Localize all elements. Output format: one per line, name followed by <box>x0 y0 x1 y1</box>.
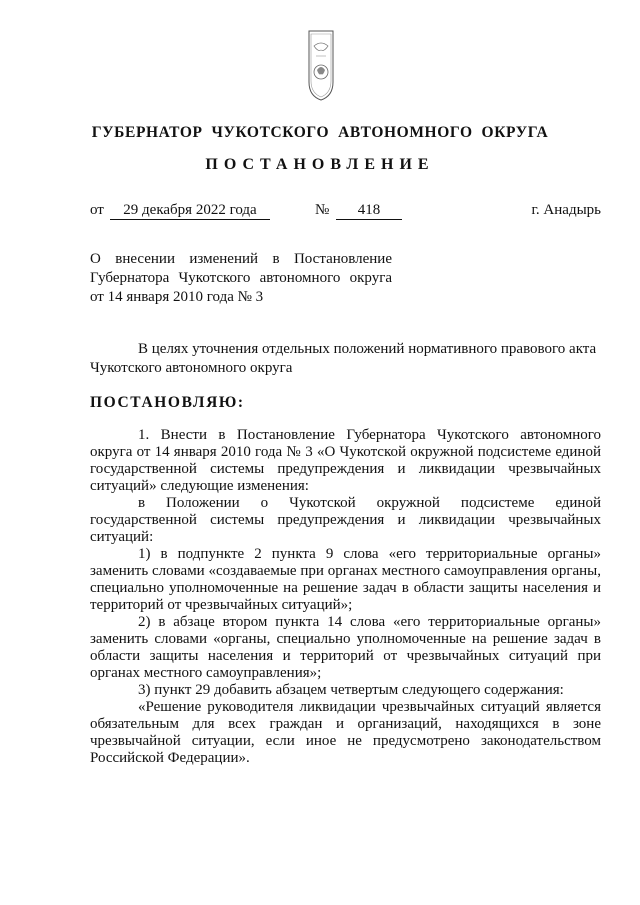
dateline <box>90 202 601 222</box>
number-sign: № <box>315 202 330 218</box>
preamble-text: В целях уточнения отдельных положений нормативного правового акта Чукотского автономного округа <box>90 341 597 376</box>
body-paragraph: 3) пункт 29 добавить абзацем четвертым следующего содержания: <box>138 682 564 698</box>
city: г. Анадырь <box>531 202 601 218</box>
document-type-title: ПОСТАНОВЛЕНИЕ <box>205 156 435 173</box>
body-paragraph: 1. Внести в Постановление Губернатора Чукотского автономного округа от 14 января 2010 года № 3 «О Чукотской окружной подсистеме единой государственной системы предупреждения и ликвидации чрезвычайных ситуаций» следующие изменения: <box>90 427 601 494</box>
body-paragraph: 2) в абзаце втором пункта 14 слова «его территориальные органы» заменить словами «органы, специально уполномоченные на решение задач в области защиты населения и территорий от чрезвычайных ситуаций при органах местного самоуправления»; <box>90 614 601 681</box>
body-paragraph: «Решение руководителя ликвидации чрезвычайных ситуаций является обязательным для всех граждан и организаций, находящихся в зоне чрезвычайной ситуации, если иное не предусмотрено законодательством Российской Федерации». <box>90 699 601 766</box>
document-body <box>90 427 601 767</box>
governor-title: ГУБЕРНАТОР ЧУКОТСКОГО АВТОНОМНОГО ОКРУГА <box>91 124 549 141</box>
coat-of-arms-emblem <box>304 26 338 102</box>
document-number: 418 <box>336 202 402 220</box>
document-date: 29 декабря 2022 года <box>110 202 270 220</box>
subject-line: О внесении изменений в Постановление <box>90 251 392 267</box>
preamble <box>90 340 601 378</box>
subject-line: Губернатора Чукотского автономного округа <box>90 270 392 286</box>
document-subject <box>90 250 392 307</box>
body-paragraph: 1) в подпункте 2 пункта 9 слова «его территориальные органы» заменить словами «создаваемые при органах местного самоуправления органы, специально уполномоченные на решение задач в области защиты населения и территорий от чрезвычайных ситуаций»; <box>90 546 601 613</box>
date-prefix: от <box>90 202 104 218</box>
subject-line: от 14 января 2010 года № 3 <box>90 289 264 305</box>
decree-heading: ПОСТАНОВЛЯЮ: <box>90 394 245 411</box>
body-paragraph: в Положении о Чукотской окружной подсистеме единой государственной системы предупреждения и ликвидации чрезвычайных ситуаций: <box>90 495 601 545</box>
